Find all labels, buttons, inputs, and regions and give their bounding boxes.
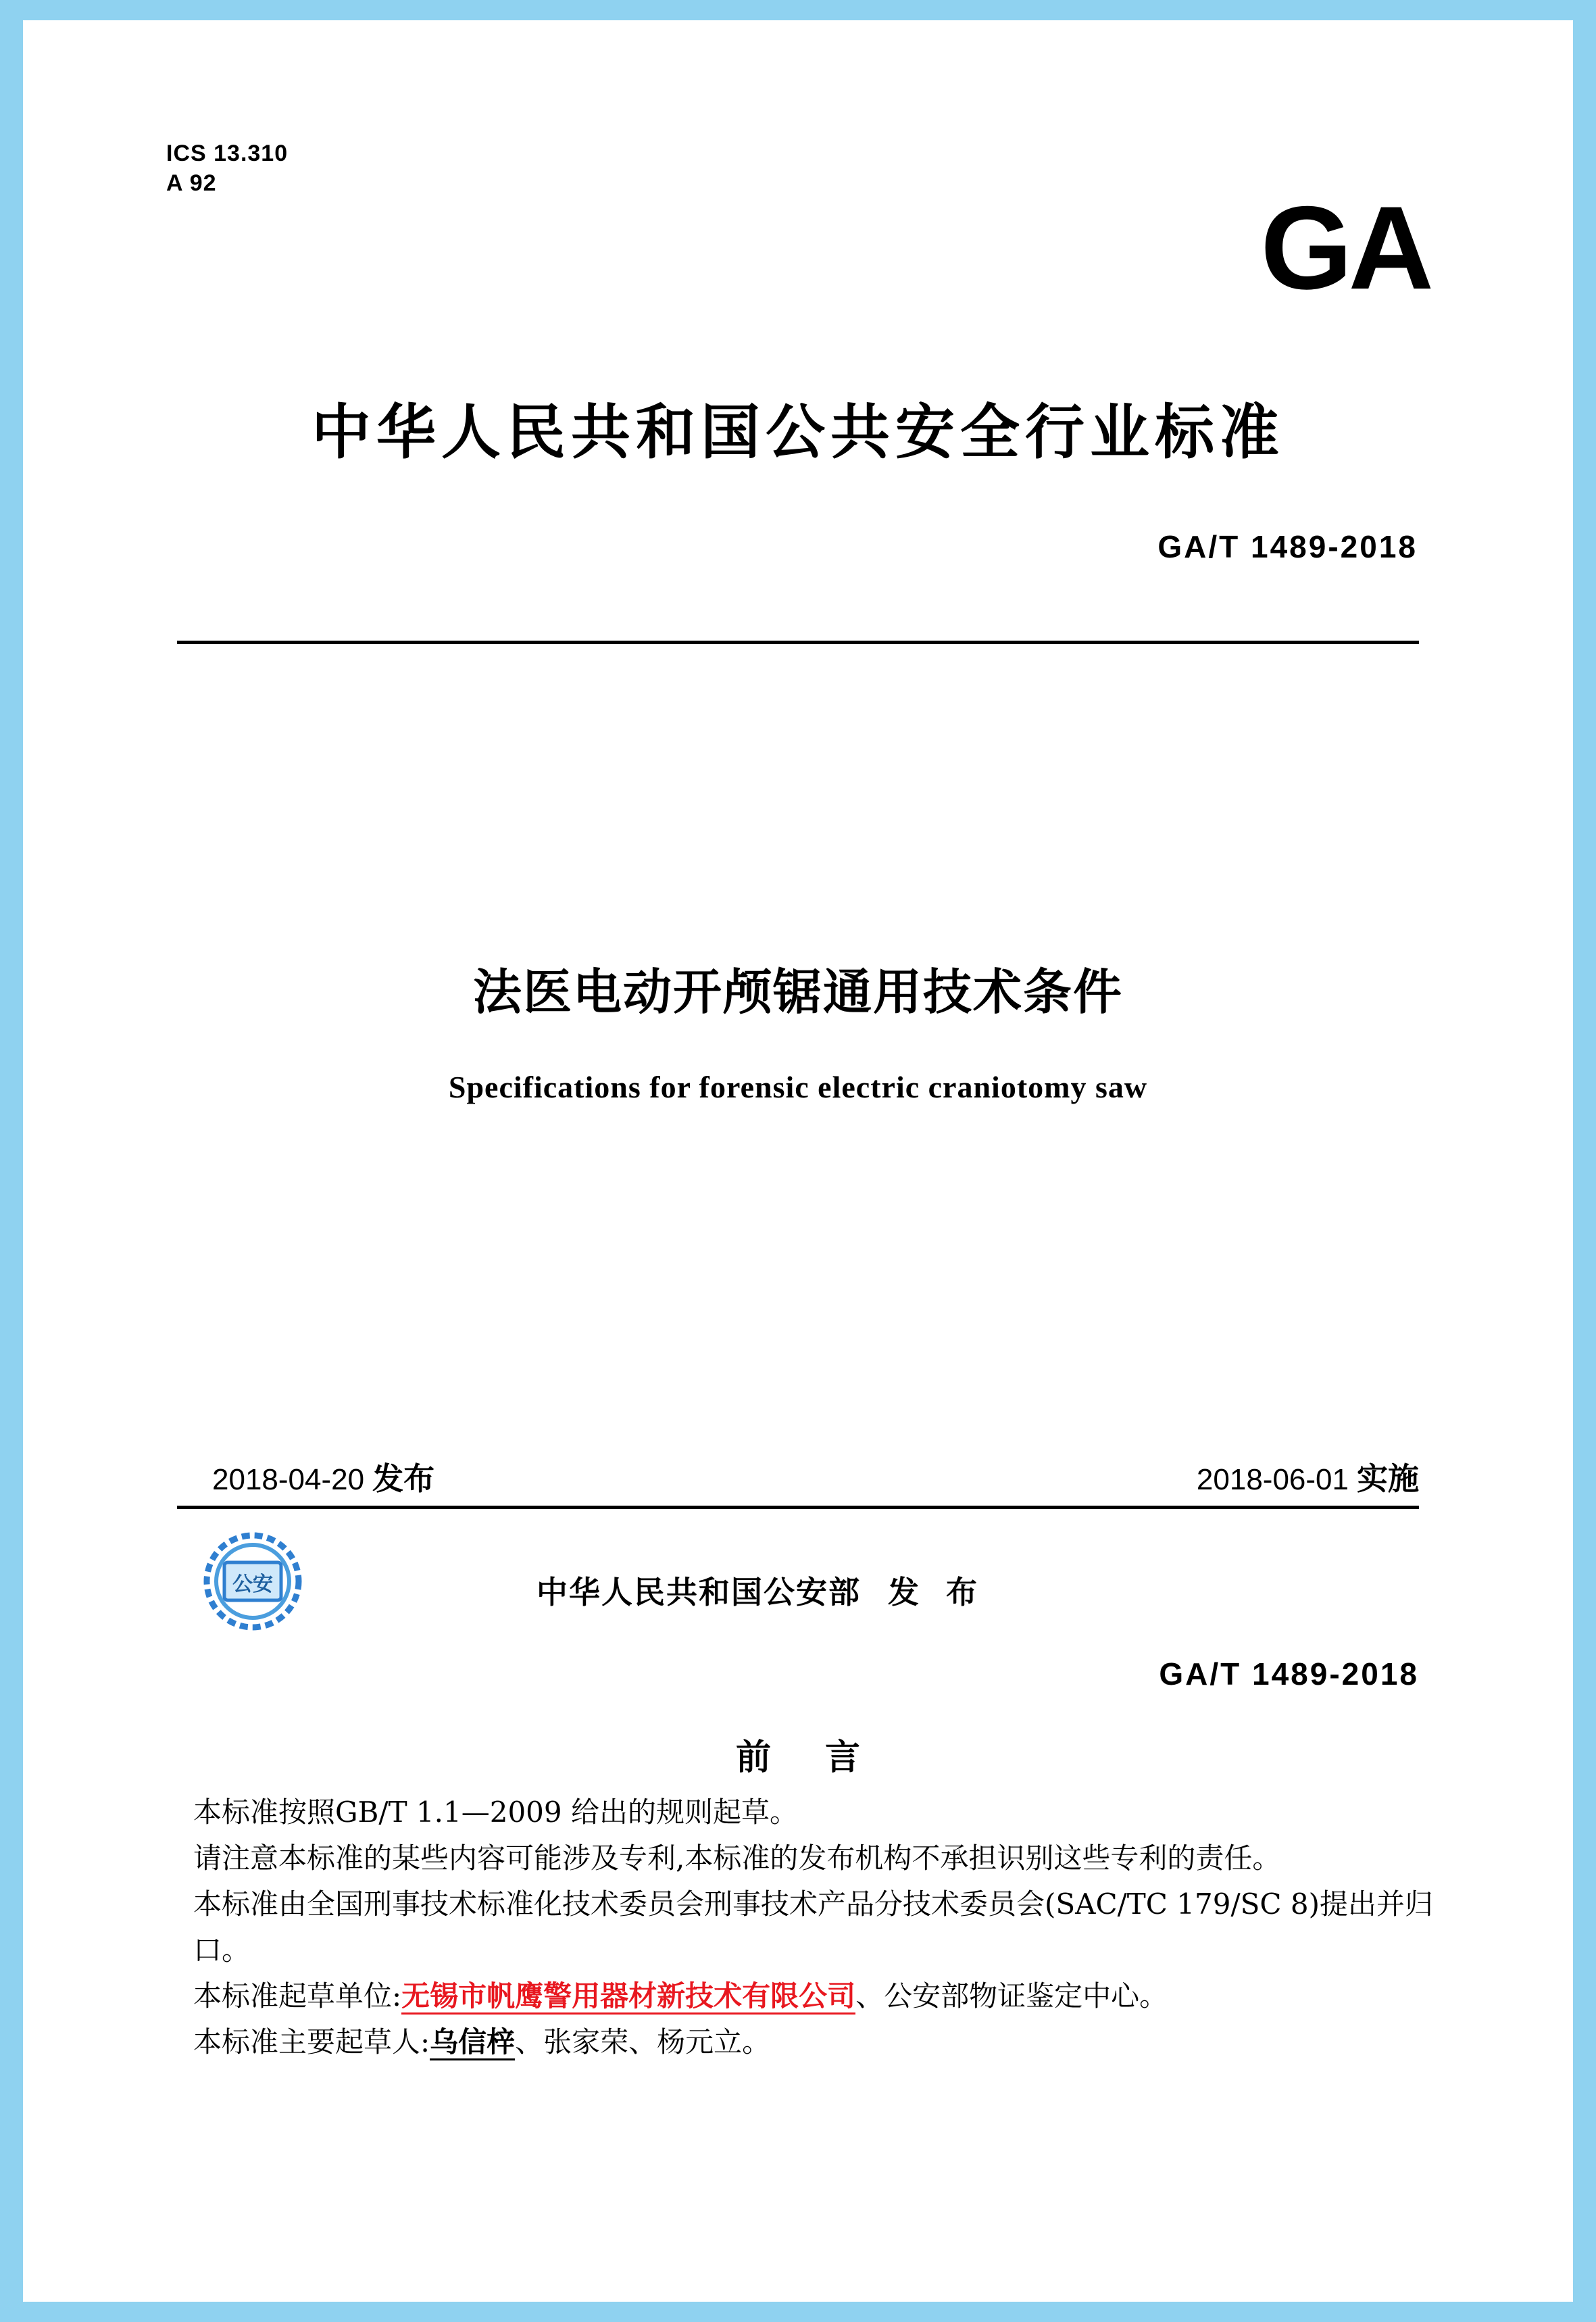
drafters-suffix: 、张家荣、杨元立。: [515, 2025, 771, 2058]
publisher-name: 中华人民共和国公安部: [537, 1574, 861, 1610]
ga-logo: GA: [1260, 182, 1430, 314]
document-page: [23, 20, 1573, 2302]
svg-text:公安: 公安: [232, 1573, 273, 1596]
issue-date-label: 发布: [372, 1460, 435, 1497]
foreword-paragraph-1: 本标准按照GB/T 1.1—2009 给出的规则起草。: [193, 1796, 798, 1829]
foreword-heading-right: 言: [825, 1737, 861, 1778]
publisher: [537, 1568, 985, 1612]
ics-code: ICS 13.310: [166, 141, 289, 166]
foreword-paragraph-5: [193, 2019, 1437, 2065]
foreword-paragraph-3: 本标准由全国刑事技术标准化技术委员会刑事技术产品分技术委员会(SAC/TC 179/SC 8)提出并归口。: [193, 1887, 1433, 1967]
foreword-heading: [23, 1729, 1573, 1779]
foreword-paragraph-4: [193, 1973, 1437, 2019]
drafting-unit-prefix: 本标准起草单位:: [193, 1979, 402, 2012]
standard-number-foreword: GA/T 1489-2018: [1159, 1656, 1419, 1691]
drafter-highlight: 乌信梓: [430, 2025, 515, 2060]
issue-date: [212, 1454, 434, 1499]
cover-section: [23, 20, 1573, 1610]
foreword-heading-left: 前: [735, 1737, 771, 1778]
divider-bottom: [177, 1506, 1419, 1509]
foreword-body: [193, 1789, 1437, 2065]
divider-top: [177, 641, 1419, 644]
drafting-unit-suffix: 、公安部物证鉴定中心。: [855, 1979, 1168, 2012]
implementation-date-label: 实施: [1357, 1460, 1419, 1497]
ministry-of-public-security-emblem-icon: [192, 1527, 314, 1635]
publisher-verb: 发 布: [888, 1574, 986, 1610]
implementation-date: [1197, 1454, 1419, 1499]
standard-body-title: 中华人民共和国公共安全行业标准: [311, 397, 1285, 467]
drafters-prefix: 本标准主要起草人:: [193, 2025, 430, 2058]
issue-date-value: 2018-04-20: [212, 1463, 365, 1496]
ics-classification: [166, 139, 288, 198]
ics-category: A 92: [166, 170, 217, 196]
implementation-date-value: 2018-06-01: [1196, 1463, 1349, 1496]
foreword-paragraph-2: 请注意本标准的某些内容可能涉及专利,本标准的发布机构不承担识别这些专利的责任。: [193, 1842, 1281, 1875]
document-title-chinese: 法医电动开颅锯通用技术条件: [472, 964, 1123, 1020]
drafting-unit-highlight: 无锡市帆鹰警用器材新技术有限公司: [401, 1979, 855, 2015]
standard-number-cover: GA/T 1489-2018: [1157, 529, 1418, 564]
document-title-english: Specifications for forensic electric craniotomy saw: [448, 1070, 1148, 1104]
